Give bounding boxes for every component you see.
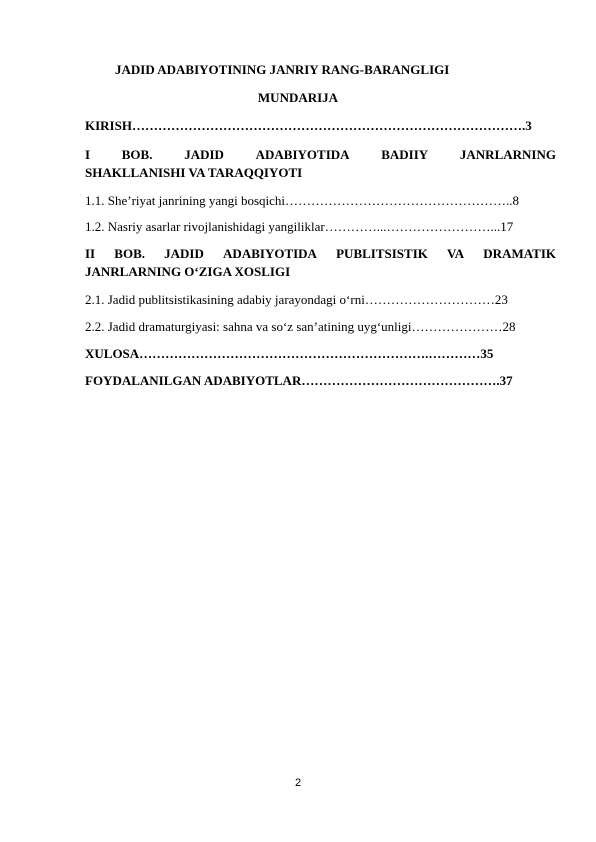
toc-entry-adabiyotlar[interactable]: FOYDALANILGAN ADABIYOTLAR……………………………………….37 xyxy=(85,373,513,388)
chapter-1-title-line-1 xyxy=(85,146,556,164)
chapter-2-title-line-2: JANRLARNING O‘ZIGA XOSLIGI xyxy=(85,264,291,279)
chapter-1-word: JADID xyxy=(184,147,224,162)
contents-heading: MUNDARIJA xyxy=(257,90,339,105)
chapter-2-word: II xyxy=(85,246,96,261)
chapter-1-word: I xyxy=(85,147,91,162)
chapter-1-word: ADABIYOTIDA xyxy=(255,147,350,162)
chapter-2-word: VA xyxy=(447,246,465,261)
toc-entry-xulosa[interactable]: XULOSA………………………………………………………….…………35 xyxy=(85,346,494,361)
chapter-2-word: ADABIYOTIDA xyxy=(223,246,317,261)
document-title: JADID ADABIYOTINING JANRIY RANG-BARANGLIGI xyxy=(115,62,450,77)
chapter-1-word: BOB. xyxy=(121,147,153,162)
toc-entry-2-2[interactable]: 2.2. Jadid dramaturgiyasi: sahna va so‘z san’atining uyg‘unligi…………………28 xyxy=(85,319,516,334)
chapter-1-word: BADIIY xyxy=(381,147,429,162)
chapter-2-word: DRAMATIK xyxy=(483,246,556,261)
toc-entry-2-1[interactable]: 2.1. Jadid publitsistikasining adabiy jarayondagi o‘rni…………………………23 xyxy=(85,292,508,307)
toc-entry-kirish[interactable]: KIRISH……………………………………………………………………………….3 xyxy=(85,118,532,133)
toc-entry-chapter-1[interactable] xyxy=(85,146,556,182)
chapter-2-word: JADID xyxy=(164,246,204,261)
toc-entry-chapter-2[interactable] xyxy=(85,245,556,281)
page-number: 2 xyxy=(294,777,302,789)
chapter-1-word: JANRLARNING xyxy=(459,147,556,162)
chapter-1-title-line-2: SHAKLLANISHI VA TARAQQIYOTI xyxy=(85,165,303,180)
chapter-2-title-line-1 xyxy=(85,245,556,263)
chapter-2-word: PUBLITSISTIK xyxy=(336,246,428,261)
toc-entry-1-1[interactable]: 1.1. She’riyat janrining yangi bosqichi……………………………………………..8 xyxy=(85,193,520,208)
toc-entry-1-2[interactable]: 1.2. Nasriy asarlar rivojlanishidagi yangiliklar…………...……………………...17 xyxy=(85,219,514,234)
chapter-2-word: BOB. xyxy=(114,246,145,261)
